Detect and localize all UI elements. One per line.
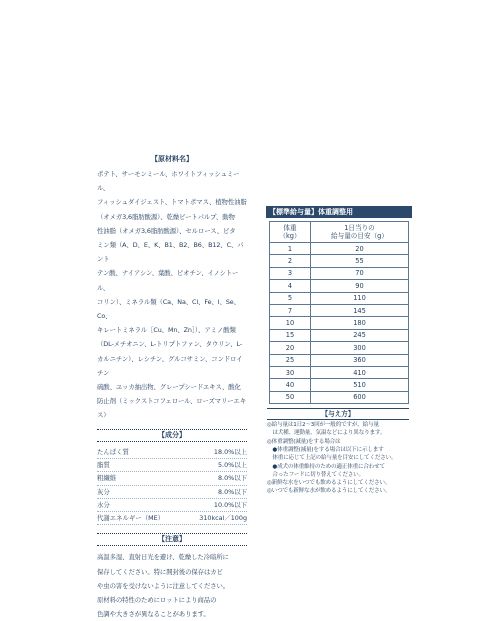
weight-cell: 7 xyxy=(270,304,311,316)
nutrition-row xyxy=(97,486,247,499)
nutrition-label: たんぱく質 xyxy=(97,447,129,456)
table-row xyxy=(270,379,409,391)
table-row xyxy=(270,304,409,316)
table-row xyxy=(270,317,409,329)
weight-cell: 30 xyxy=(270,366,311,378)
weight-cell: 40 xyxy=(270,379,311,391)
amount-cell: 20 xyxy=(311,243,409,255)
amount-cell: 600 xyxy=(311,391,409,403)
nutrition-row xyxy=(97,446,247,459)
nutrition-row xyxy=(97,459,247,472)
weight-cell: 4 xyxy=(270,280,311,292)
weight-cell: 10 xyxy=(270,317,311,329)
nutrition-value: 10.0%以下 xyxy=(213,500,247,509)
nutrition-list xyxy=(97,446,247,526)
feeding-method-box xyxy=(267,408,409,496)
table-row xyxy=(270,329,409,341)
left-column xyxy=(97,152,247,621)
table-row xyxy=(270,243,409,255)
amount-cell: 70 xyxy=(311,267,409,279)
nutrition-value: 18.0%以上 xyxy=(213,447,247,456)
ingredients-title: 【原材料名】 xyxy=(151,155,193,163)
table-row xyxy=(270,366,409,378)
table-row xyxy=(270,280,409,292)
amount-cell: 180 xyxy=(311,317,409,329)
table-row xyxy=(270,267,409,279)
nutrition-title: 【成分】 xyxy=(97,429,247,442)
table-row xyxy=(270,354,409,366)
nutrition-label: 粗繊維 xyxy=(97,474,117,483)
nutrition-value: 310kcal／100g xyxy=(199,514,247,523)
table-row xyxy=(270,255,409,267)
amount-cell: 245 xyxy=(311,329,409,341)
nutrition-value: 8.0%以下 xyxy=(217,474,247,483)
nutrition-value: 5.0%以上 xyxy=(217,460,247,469)
feeding-method-title: 【与え方】 xyxy=(267,409,409,420)
notes-text: 高温多湿、直射日光を避け、乾燥した冷暗所に 保存してください。特に開封後の保存はカビ や虫の害を受けないように注意してください。 原材料の特性のためにロットにより商品の 色調や大きさが異なることがあります。 xyxy=(97,553,230,619)
feeding-table xyxy=(269,221,409,404)
table-row xyxy=(270,391,409,403)
nutrition-label: 水分 xyxy=(97,500,110,509)
amount-cell: 55 xyxy=(311,255,409,267)
amount-cell: 410 xyxy=(311,366,409,378)
nutrition-value: 8.0%以下 xyxy=(217,487,247,496)
feeding-method-text: ◎給与量は1日2〜3回が一般的ですが、給与量 は犬種、運動量、気温などにより異なります。 ◎体重調整(減量)をする場合は ●体重調整(減量)をする場合は以下に示します 体重に応じて上記の給与量を目安にしてください。 ●成犬の体重維持のための適正体重に合わせて 合ったフードに切り替えてください。 ◎新鮮な水をいつでも飲めるようにしてください。 ◎いつでも新鮮な水が飲めるようにしてください。 xyxy=(267,422,397,495)
table-row xyxy=(270,342,409,354)
weight-cell: 15 xyxy=(270,329,311,341)
notes-title: 【注意】 xyxy=(97,533,247,546)
header-weight: 体重 （kg） xyxy=(270,222,311,243)
amount-cell: 300 xyxy=(311,342,409,354)
nutrition-label: 脂質 xyxy=(97,460,110,469)
nutrition-label: 灰分 xyxy=(97,487,110,496)
amount-cell: 90 xyxy=(311,280,409,292)
weight-cell: 5 xyxy=(270,292,311,304)
amount-cell: 360 xyxy=(311,354,409,366)
weight-cell: 3 xyxy=(270,267,311,279)
right-column xyxy=(266,206,412,496)
feeding-table-title: 【標準給与量】体重調整用 xyxy=(266,206,412,218)
nutrition-row xyxy=(97,512,247,525)
weight-cell: 50 xyxy=(270,391,311,403)
amount-cell: 145 xyxy=(311,304,409,316)
weight-cell: 20 xyxy=(270,342,311,354)
amount-cell: 510 xyxy=(311,379,409,391)
ingredients-text: ポテト、サーモンミール、ホワイトフィッシュミール、 フィッシュダイジェスト、トマトポマス、植物性油脂 （オメガ3,6脂肪酸源）、乾燥ビートパルプ、動物 性油脂（オメガ3,6脂肪酸源）、セルロース、ビタ ミン類（A、D、E、K、B1、B2、B6、B12、C、パント テン酸、ナイアシン、葉酸、ビオチン、イノシトール、 コリン）、ミネラル類（Ca、Na、Cl、Fe、I、Se、Co、 キレートミネラル［Cu、Mn、Zn］）、アミノ酸類 （DL-メチオニン、L-トリプトファン、タウリン、L- カルニチン）、レシチン、グルコサミン、コンドロイチン 硫酸、ユッカ抽出物、グレープシードエキス、酸化 防止剤（ミックストコフェロール、ローズマリーエキス） xyxy=(97,170,247,420)
nutrition-row xyxy=(97,499,247,512)
amount-cell: 110 xyxy=(311,292,409,304)
weight-cell: 25 xyxy=(270,354,311,366)
weight-cell: 1 xyxy=(270,243,311,255)
nutrition-label: 代謝エネルギー（ME） xyxy=(97,514,165,523)
header-band xyxy=(0,0,500,150)
table-row xyxy=(270,292,409,304)
header-amount: 1日当りの 給与量の目安（g） xyxy=(311,222,409,243)
weight-cell: 2 xyxy=(270,255,311,267)
nutrition-row xyxy=(97,472,247,485)
